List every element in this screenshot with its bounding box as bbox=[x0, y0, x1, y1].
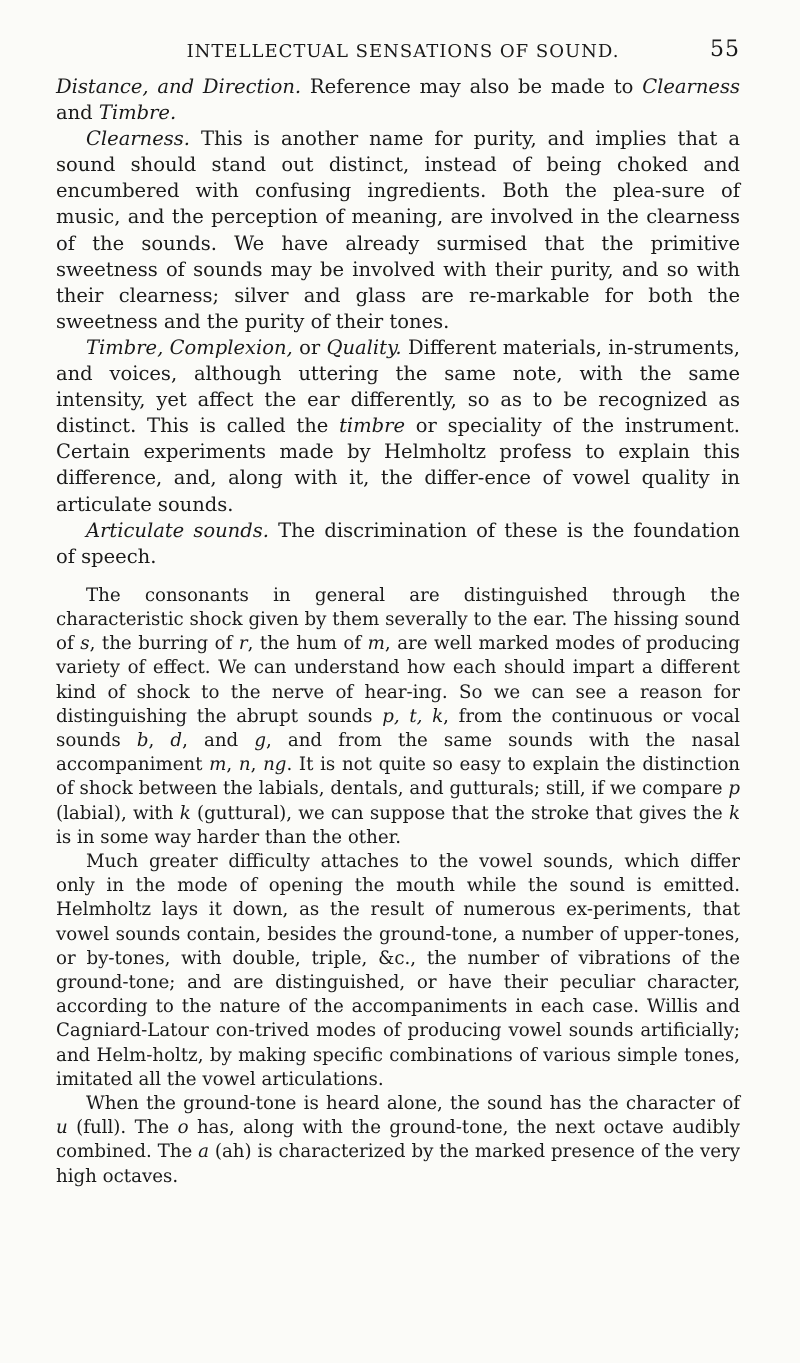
heading-articulate-sounds: Articulate sounds. bbox=[86, 518, 269, 542]
running-title: INTELLECTUAL SENSATIONS OF SOUND. bbox=[186, 41, 620, 62]
page-number: 55 bbox=[710, 37, 740, 62]
heading-clearness: Clearness. bbox=[86, 127, 190, 151]
paragraph-articulate: Articulate sounds. The discrimination of these is the foundation of speech. bbox=[56, 518, 740, 568]
paragraph-clearness: Clearness. This is another name for purity, and implies that a sound should stand out distinct, instead of being choked and encumbered with confusing ingredients. Both the plea-sure of music, and the perception of meaning, are involved in the clearness of the sounds. We have already surmised that the primitive sweetness of sounds may be involved with their purity, and so with their clearness; silver and glass are re-markable for both the sweetness and the purity of their tones. bbox=[56, 127, 740, 333]
small-print-section bbox=[56, 584, 740, 1189]
paragraph-ground-tone: When the ground-tone is heard alone, the sound has the character of u (full). The o has, along with the ground-tone, the next octave audibly combined. The a (ah) is characterized by the marked presence of the very high octaves. bbox=[56, 1093, 740, 1187]
page-body bbox=[56, 74, 740, 1189]
paragraph-vowels: Much greater difficulty attaches to the vowel sounds, which differ only in the mode of opening the mouth while the sound is emitted. Helmholtz lays it down, as the result of numerous ex-periments, that vowel sounds contain, besides the ground-tone, a number of upper-tones, or by-tones, with double, triple, &c., the number of vibrations of the ground-tone; and are distinguished, or have their peculiar character, according to the nature of the accompaniments in each case. Willis and Cagniard-Latour con-trived modes of producing vowel sounds artificially; and Helm-holtz, by making specific combinations of various simple tones, imitated all the vowel articulations. bbox=[56, 851, 740, 1090]
paragraph-timbre: Timbre, Complexion, or Quality. Different materials, in-struments, and voices, although uttering the same note, with the same intensity, yet affect the ear differently, so as to be recognized as distinct. This is called the timbre or speciality of the instrument. Certain experiments made by Helmholtz profess to explain this difference, and, along with it, the differ-ence of vowel quality in articulate sounds. bbox=[56, 335, 740, 516]
heading-timbre: Timbre, Complexion, bbox=[86, 335, 293, 359]
running-head bbox=[56, 0, 740, 74]
paragraph-intro: Distance, and Direction. Reference may also be made to Clearness and Timbre. bbox=[56, 75, 740, 125]
heading-distance-direction: Distance, and Direction. bbox=[56, 75, 302, 98]
paragraph-consonants: The consonants in general are distinguished through the characteristic shock given by them severally to the ear. The hissing sound of s, the burring of r, the hum of m, are well marked modes of producing variety of effect. We can understand how each should impart a different kind of shock to the nerve of hear-ing. So we can see a reason for distinguishing the abrupt sounds p, t, k, from the continuous or vocal sounds b, d, and g, and from the same sounds with the nasal accompaniment m, n, ng. It is not quite so easy to explain the distinction of shock between the labials, dentals, and gutturals; still, if we compare p (labial), with k (guttural), we can suppose that the stroke that gives the k is in some way harder than the other. bbox=[56, 584, 741, 848]
